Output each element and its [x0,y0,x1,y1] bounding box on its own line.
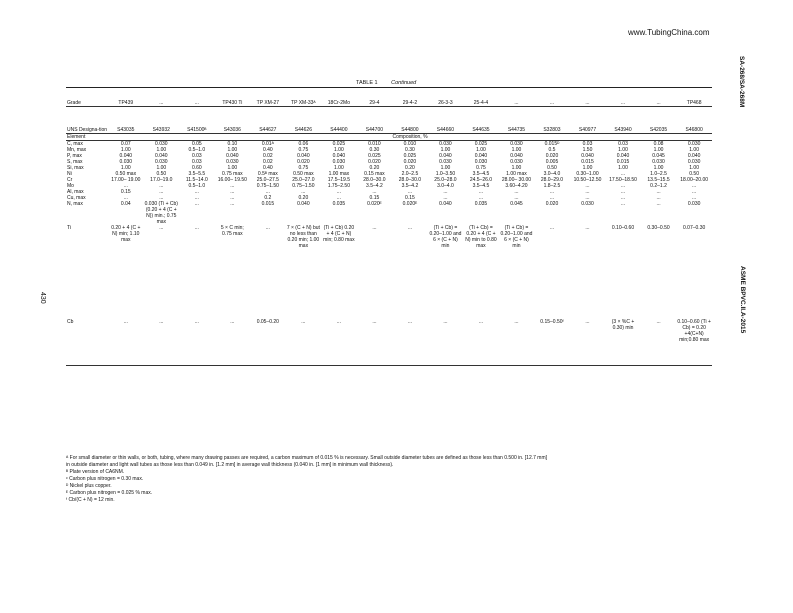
element-value: 17.5–19.5 [327,177,350,183]
element-value: 1.0–3.50 [435,171,456,177]
footnote: in outside diameter and light wall tubes as those less than 0.049 in. [1.2 mm] in average wall thickness (0.040 in. [1 mm] in minimum wall thickness). [66,462,394,468]
element-value: ... [159,183,164,189]
footnote: ᶠ Cb/(C + N) = 12 min. [66,497,115,503]
element-value: 28.00– 30.00 [501,177,532,183]
element-value: 0.5ᴮ max [257,171,278,177]
footnote: ᴬ For small diameter or thin walls, or both, tubing, where many drawing passes are required, a carbon maximum of 0.015 % is necessary. Small outside diameter tubes are defined as those less than 0.500 in. [12.7 mm] [66,455,548,461]
element-value: 0.07 [120,141,131,147]
element-value: ... [159,195,164,201]
element-value: 0.040 [119,153,133,159]
element-value: 0.5–1.0 [188,183,206,189]
grade-cell: ... [570,88,606,107]
element-value: 10.50–12.50 [573,177,602,183]
uns-cell: S44400 [321,107,357,134]
element-value: 5 × C min; 0.75 max [220,225,244,237]
element-value: 0.025 [368,153,381,159]
uns-cell: S43036 [215,107,251,134]
element-value: 3.0–4.0 [543,171,561,177]
element-value: 3.0–4.0 [437,183,454,189]
element-value: (Ti + Cb) = 0.20–1.00 and 6 × (C + N) min [429,225,462,249]
element-value: ... [463,319,499,366]
element-value: 1.8–2.5 [543,183,561,189]
element-value: 0.15 [120,189,131,195]
table-title: TABLE 1 [356,80,378,86]
footnotes [66,455,726,504]
element-value: 0.02 [262,159,273,165]
element-value: 0.010 [403,141,417,147]
element-value: 0.75 [298,147,309,153]
element-value: 3.5–4.5 [472,171,490,177]
element-value: 0.15 [369,195,380,201]
element-value: 0.025 [403,153,417,159]
element-value: 1.00 [440,147,451,153]
element-value: ... [230,189,235,195]
element-value: 0.030 (Ti + Cb) (0.20 + 4 (C + N)) min.; 0.75 max [144,201,178,225]
element-value: 0.040 [687,153,701,159]
element-value: (Ti + Cb) 0.20 + 4 (C + N) min; 0.80 max [323,225,355,243]
grade-cell: TP468 [676,88,712,107]
element-value: 24.5–26.0 [469,177,493,183]
element-value: ... [123,195,128,201]
grade-cell: ... [534,88,570,107]
element-value: 0.030 [155,141,168,147]
element-value: ... [585,225,590,231]
element-value: 0.03 [618,141,628,147]
element-value: ... [692,183,697,189]
element-value: 1.50 [582,147,593,153]
element-value: 0.015 [261,201,275,207]
element-value: ... [514,189,519,195]
uns-cell: S44626 [286,107,322,134]
element-value: 1.00 [227,165,238,171]
element-name: Mn, max [67,147,87,153]
element-value: 1.00 [476,147,486,153]
element-value: ... [215,319,251,366]
element-value: 0.015ᴰ [544,141,560,147]
element-value: 0.50 [156,171,167,177]
element-value: 0.10 [227,141,238,147]
element-value: ... [144,319,180,366]
element-name: Al, max [67,189,84,195]
element-value: (Ti + Cb) = 0.20–1.00 and 6 × (C + N) min [500,225,533,249]
composition-label: Composition, % [108,134,712,141]
element-value: 1.00 [440,165,451,171]
uns-cell: S42035 [641,107,677,134]
element-value: 1.75–2.50 [327,183,350,189]
element-value: 0.030 [119,159,133,165]
element-value: 0.030 [687,141,701,147]
element-value: ... [265,189,270,195]
element-label: Element [66,134,108,141]
element-value: 0.10–0.60 (Ti + Cb) = 0.20 +4(C+N) min;0.80 max [676,319,712,366]
uns-cell: S41500ᴮ [179,107,215,134]
element-value: 1.00 [653,165,664,171]
element-value: 0.030 [332,159,346,165]
element-value: 0.20 + 4 (C + N) min; 1.10 max [111,225,141,243]
grade-cell: ... [499,88,535,107]
element-value: 0.03 [191,159,202,165]
element-value: 0.08 [653,141,664,147]
element-value: 0.10–0.60 [611,225,635,231]
element-value: 0.50 [689,171,699,177]
element-value: 1.0–2.5 [650,171,667,177]
element-value: ... [336,189,341,195]
element-value: 0.020ᴱ [367,201,382,207]
element-value: ... [620,189,626,195]
element-value: 0.40 [262,165,273,171]
element-value: 0.2–1.2 [650,183,667,189]
element-value: ... [656,195,661,201]
element-value: ... [585,189,590,195]
element-value: 0.5 [548,147,556,153]
element-value: 1.00 [618,165,628,171]
element-value: 0.025 [332,141,346,147]
element-value: 0.040 [439,153,452,159]
element-value: 0.50 max [115,171,137,177]
element-value: 0.030 [687,159,701,165]
grade-cell: ... [641,88,677,107]
element-value: ... [499,319,535,366]
element-value: 0.030 [155,159,168,165]
element-value: 3.5–4.2 [366,183,383,189]
element-value: ... [478,189,484,195]
element-value: ... [407,189,412,195]
standard-designation: SA-268/SA-268M [738,56,745,108]
grade-cell: ... [144,88,180,107]
element-row [66,225,712,319]
element-value: 1.00 [120,147,131,153]
element-value: 0.01ᴬ [261,141,274,147]
table-continued: Continued [391,80,417,86]
element-value: 13.5–15.5 [647,177,670,183]
element-value: ... [194,195,199,201]
element-value: ... [514,195,519,201]
element-value: ... [321,319,357,366]
element-value: ... [230,201,235,207]
grade-cell: 26-3-3 [428,88,464,107]
element-value: 28.0–30.0 [363,177,386,183]
element-value: 1.00 [582,165,593,171]
element-value: 0.75–1.50 [292,183,315,189]
element-value: 0.020 [545,153,559,159]
element-value: 0.07–0.30 [683,225,706,231]
element-value: 0.045 [652,153,665,159]
element-value: 0.75 [298,165,309,171]
element-value: 0.030 [226,159,239,165]
element-value: ... [194,189,199,195]
element-value: ... [570,319,606,366]
element-value: 1.00 max [328,171,350,177]
element-value: 0.75–1.50 [256,183,279,189]
element-value: 0.030 [581,201,594,207]
element-value: 0.030 [510,141,523,147]
grade-cell: 29-4 [357,88,393,107]
footnote: ᶜ Carbon plus nitrogen = 0.30 max. [66,476,144,482]
footnote: ᴱ Carbon plus nitrogen = 0.025 % max. [66,490,153,496]
element-value: ... [372,225,377,231]
element-value: 0.030 [439,141,452,147]
element-value: 25.0–27.5 [256,177,279,183]
grade-cell: TP430 Ti [215,88,251,107]
element-name: N, max [67,201,83,207]
grade-cell: 18Cr-2Mo [321,88,357,107]
element-value: 0.05 [191,141,202,147]
element-value: ... [585,195,590,201]
grade-cell: 29-4-2 [392,88,428,107]
element-value: 0.020 [297,159,310,165]
element-value: 1.00 [618,147,628,153]
element-value: 0.020 [545,201,559,207]
element-value: 3.5–4.5 [472,183,490,189]
element-value: ... [620,195,626,201]
element-value: ... [357,319,393,366]
element-value: ... [656,201,661,207]
element-value: ... [159,189,164,195]
element-value: 0.030 [439,159,452,165]
element-value: 0.05–0.20 [250,319,286,366]
element-value: 3.60–4.20 [505,183,528,189]
element-name: Cu, max [67,195,86,201]
element-value: 25.0–28.0 [434,177,457,183]
element-value: 0.025 [474,141,488,147]
element-row [66,319,712,366]
element-value: 3.5–4.2 [401,183,419,189]
uns-cell: S44700 [357,107,393,134]
element-value: ... [336,195,341,201]
element-value: 1.00 [156,147,167,153]
element-value: 17.50–18.50 [609,177,637,183]
element-value: 0.20 [405,165,415,171]
element-name: C, max [67,141,83,147]
element-value: 0.030 [474,159,488,165]
uns-cell: S44660 [428,107,464,134]
uns-cell: S44635 [463,107,499,134]
element-value: 0.010 [368,141,381,147]
uns-cell: S43932 [144,107,180,134]
element-value: 1.00 [689,147,699,153]
element-name: Mo [67,183,74,189]
element-value: ... [692,195,697,201]
composition-table [66,88,712,366]
element-name: S, max [67,159,83,165]
element-value: ... [641,319,677,366]
element-value: ... [392,319,428,366]
element-value: ... [620,201,626,207]
element-value: 0.015 [581,159,594,165]
element-value: 0.040 [226,153,239,159]
element-name: Cb [66,319,108,366]
grade-label: Grade [66,88,108,107]
element-value: 0.50 [547,165,557,171]
element-value: 2.0–2.5 [401,171,419,177]
element-value: 1.00 [120,165,131,171]
element-value: 0.30–0.50 [647,225,670,231]
element-value: ... [549,225,555,231]
element-name: Cr [67,177,73,183]
element-value: (3 × %C + 0.30) min [605,319,641,366]
element-value: 1.00 [653,147,664,153]
element-value: 0.30 [369,147,380,153]
uns-cell: S32803 [534,107,570,134]
element-value: 1.00 [227,147,238,153]
element-value: 0.40 [262,147,273,153]
uns-cell: S44735 [499,107,535,134]
element-value: 0.03 [582,141,593,147]
element-value: 0.040 [297,153,310,159]
element-value: 0.030 [510,159,523,165]
uns-cell: S44800 [392,107,428,134]
element-value: ... [549,195,555,201]
element-value: 0.75 max [222,171,243,177]
footnote: ᴮ Plate version of CA6NM. [66,469,125,475]
element-value: 0.2 [264,195,272,201]
element-value: ... [286,319,322,366]
element-value: 0.045 [510,201,523,207]
element-row [66,201,712,225]
element-value: 1.00 [334,165,344,171]
element-value: ... [620,171,626,177]
element-value: 0.035 [474,201,488,207]
element-value: 0.03 [191,153,202,159]
element-value: ... [230,183,235,189]
element-value: 1.00 [689,165,699,171]
element-value: 0.020 [368,159,381,165]
element-value: ... [692,189,697,195]
element-value: 11.5–14.0 [185,177,208,183]
element-value: 3.5–5.5 [188,171,206,177]
element-value: ... [585,183,590,189]
grade-row [66,88,712,107]
element-value: 0.75 [476,165,486,171]
element-value: ... [443,195,448,201]
element-value: ... [159,225,164,231]
code-edition: ASME BPVC.II.A-2015 [739,266,746,334]
element-value: ... [549,189,555,195]
site-watermark: www.TubingChina.com [628,28,710,37]
element-name: Ti [67,225,71,231]
element-value: 0.15 max [364,171,385,177]
element-name: Si, max [67,165,84,171]
element-value: ... [407,225,412,231]
uns-cell: S43035 [108,107,144,134]
element-value: 0.040 [474,153,488,159]
element-value: 0.06 [298,141,309,147]
element-value: ... [620,183,626,189]
uns-cell: S43940 [605,107,641,134]
uns-cell: S40977 [570,107,606,134]
element-value: 1.00 [156,165,167,171]
element-value: 7 × (C + N) but no less than 0.20 min; 1.00 max [286,225,320,249]
element-value: 0.20 [369,165,380,171]
page-number: 430 [39,292,46,304]
element-value: ... [428,319,464,366]
element-value: 0.020 [403,159,417,165]
element-value: 0.035 [332,201,346,207]
element-value: 0.040 [616,153,630,159]
element-name: Ni [67,171,72,177]
element-value: ... [230,195,235,201]
grade-cell: ... [605,88,641,107]
element-value: 0.005 [545,159,559,165]
element-value: 25.0–27.0 [292,177,315,183]
uns-row [66,107,712,134]
element-value: ... [265,225,270,231]
element-value: ... [478,195,484,201]
grade-cell: ... [179,88,215,107]
uns-cell: S46800 [676,107,712,134]
element-value: ... [194,225,199,231]
element-value: 0.5–1.0 [188,147,206,153]
element-name: P, max [67,153,82,159]
element-value: ... [301,189,306,195]
element-value: 0.30 [405,147,415,153]
element-value: ... [108,319,144,366]
element-value: ... [656,189,661,195]
element-value: 0.040 [155,153,168,159]
element-value: 17.00– 19.00 [111,177,141,183]
element-value: 0.15 [405,195,415,201]
uns-cell: S44627 [250,107,286,134]
element-value: 0.040 [297,201,310,207]
table-caption [356,80,416,86]
element-value: 0.040 [439,201,452,207]
grade-cell: TP XM-27 [250,88,286,107]
element-header-row [66,134,712,141]
element-value: ... [194,201,199,207]
element-value: 0.20 [298,195,309,201]
element-value: ... [123,183,128,189]
element-value: 0.60 [191,165,202,171]
grade-cell: TP XM-33ᴬ [286,88,322,107]
element-value: 0.04 [120,201,131,207]
grade-cell: 25-4-4 [463,88,499,107]
element-value: 28.0–30.0 [398,177,422,183]
element-value: 0.30–1.00 [576,171,599,177]
element-value: 0.040 [581,153,594,159]
element-value: 17.0–19.0 [150,177,173,183]
element-value: 1.00 max [506,171,527,177]
element-value: 0.030 [687,201,701,207]
element-value: 0.015 [616,159,630,165]
element-value: 0.040 [332,153,346,159]
element-value: ... [443,189,448,195]
element-value: 0.020ᴱ [402,201,418,207]
element-value: 16.00– 19.50 [217,177,247,183]
element-value: 18.00–20.00 [680,177,709,183]
element-value: 0.50 max [293,171,314,177]
element-value: 0.030 [652,159,665,165]
uns-label: UNS Designa-tion [66,107,108,134]
element-value: 0.040 [510,153,523,159]
element-value: 0.02 [262,153,273,159]
element-value: ... [179,319,215,366]
footnote: ᴰ Nickel plus copper. [66,483,112,489]
element-value: (Ti + Cb) = 0.20 + 4 (C + N) min to 0.80 max [465,225,497,249]
grade-cell: TP439 [108,88,144,107]
element-value: 1.00 [511,165,522,171]
element-value: 1.00 [511,147,522,153]
element-value: 28.0–29.0 [540,177,564,183]
element-value: ... [372,189,377,195]
element-value: 1.00 [334,147,344,153]
element-value: 0.15–0.50ᶠ [534,319,570,366]
